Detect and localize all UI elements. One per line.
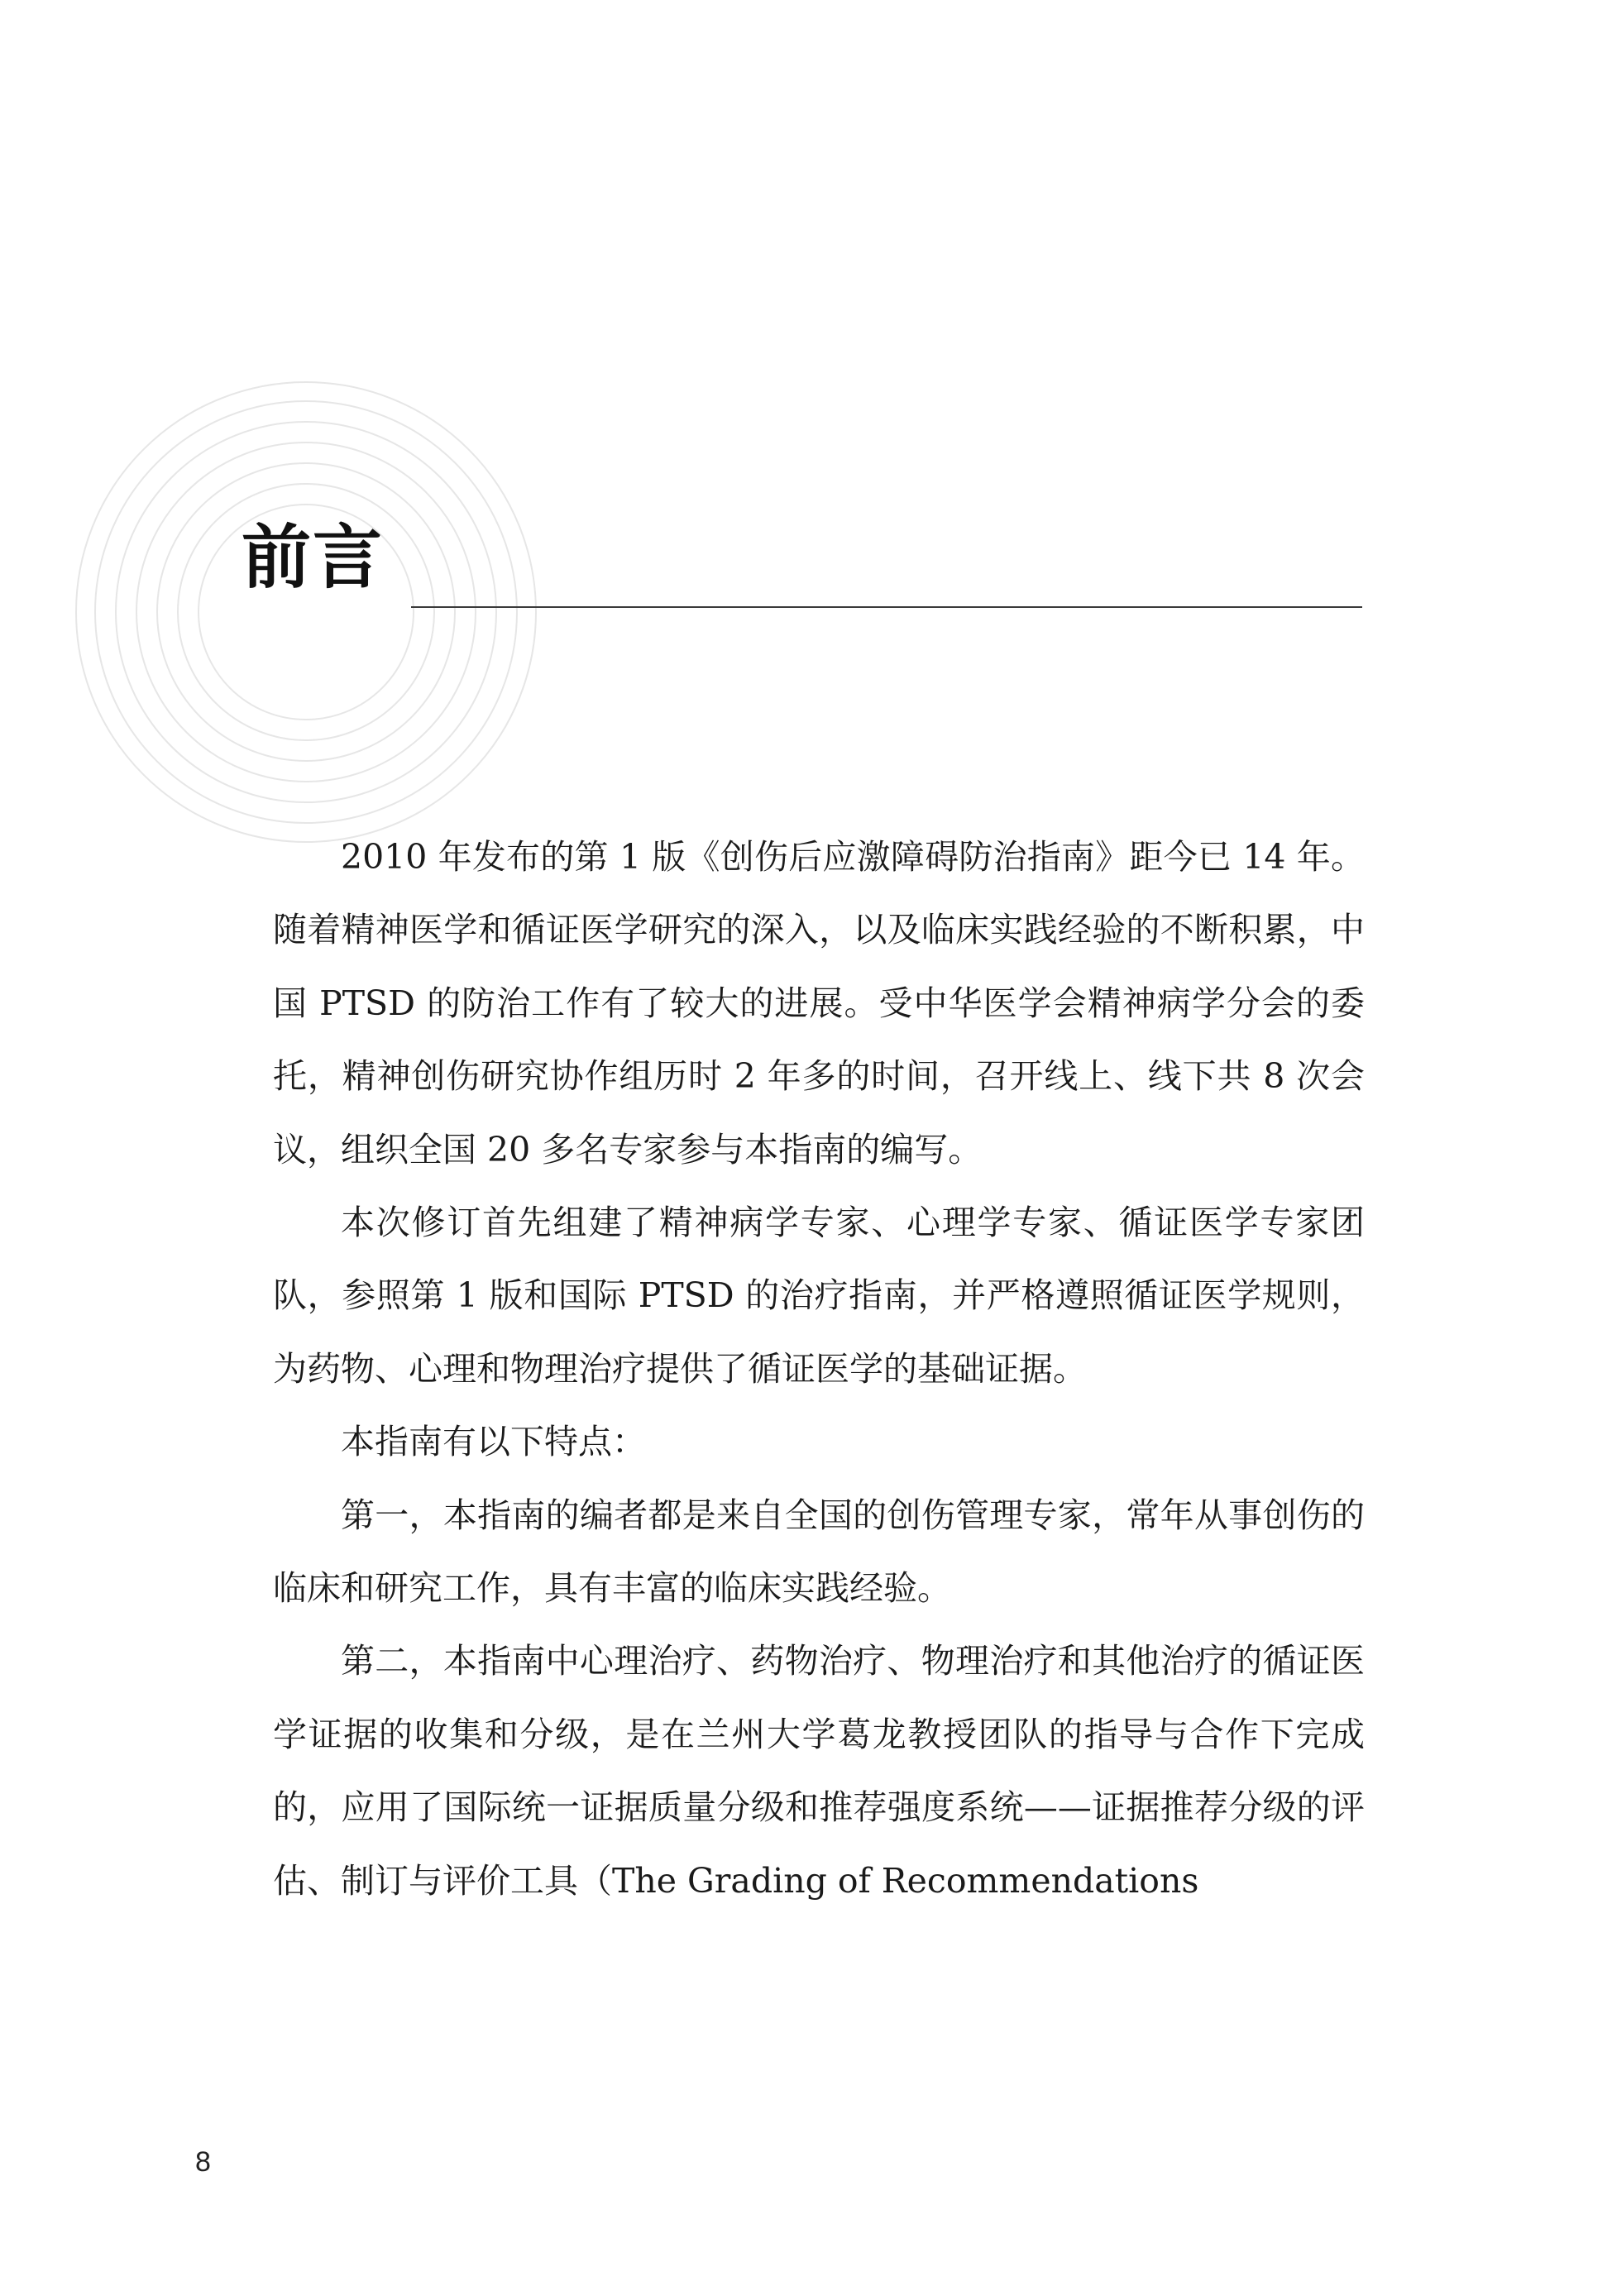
page-title: 前言 xyxy=(242,516,385,598)
title-rule xyxy=(411,606,1362,608)
page-number: 8 xyxy=(195,2146,211,2178)
paragraph: 第一，本指南的编者都是来自全国的创伤管理专家，常年从事创伤的临床和研究工作，具有丰富的临床实践经验。 xyxy=(273,1495,1365,1609)
paragraph: 本指南有以下特点： xyxy=(341,1422,646,1462)
concentric-rings-decoration xyxy=(66,372,546,852)
paragraph: 本次修订首先组建了精神病学专家、心理学专家、循证医学专家团队，参照第 1 版和国际 PTSD 的治疗指南，并严格遵照循证医学规则，为药物、心理和物理治疗提供了循证医学的基础证据。 xyxy=(273,1203,1365,1389)
body-text xyxy=(273,820,1365,1917)
paragraph: 第二，本指南中心理治疗、药物治疗、物理治疗和其他治疗的循证医学证据的收集和分级，是在兰州大学葛龙教授团队的指导与合作下完成的，应用了国际统一证据质量分级和推荐强度系统——证据推荐分级的评估、制订与评价工具（The Grading of Recommendations xyxy=(273,1641,1365,1901)
paragraph: 2010 年发布的第 1 版《创伤后应激障碍防治指南》距今已 14 年。随着精神医学和循证医学研究的深入，以及临床实践经验的不断积累，中国 PTSD 的防治工作有了较大的进展。受中华医学会精神病学分会的委托，精神创伤研究协作组历时 2 年多的时间，召开线上、线下共 8 次会议，组织全国 20 多名专家参与本指南的编写。 xyxy=(273,837,1365,1170)
